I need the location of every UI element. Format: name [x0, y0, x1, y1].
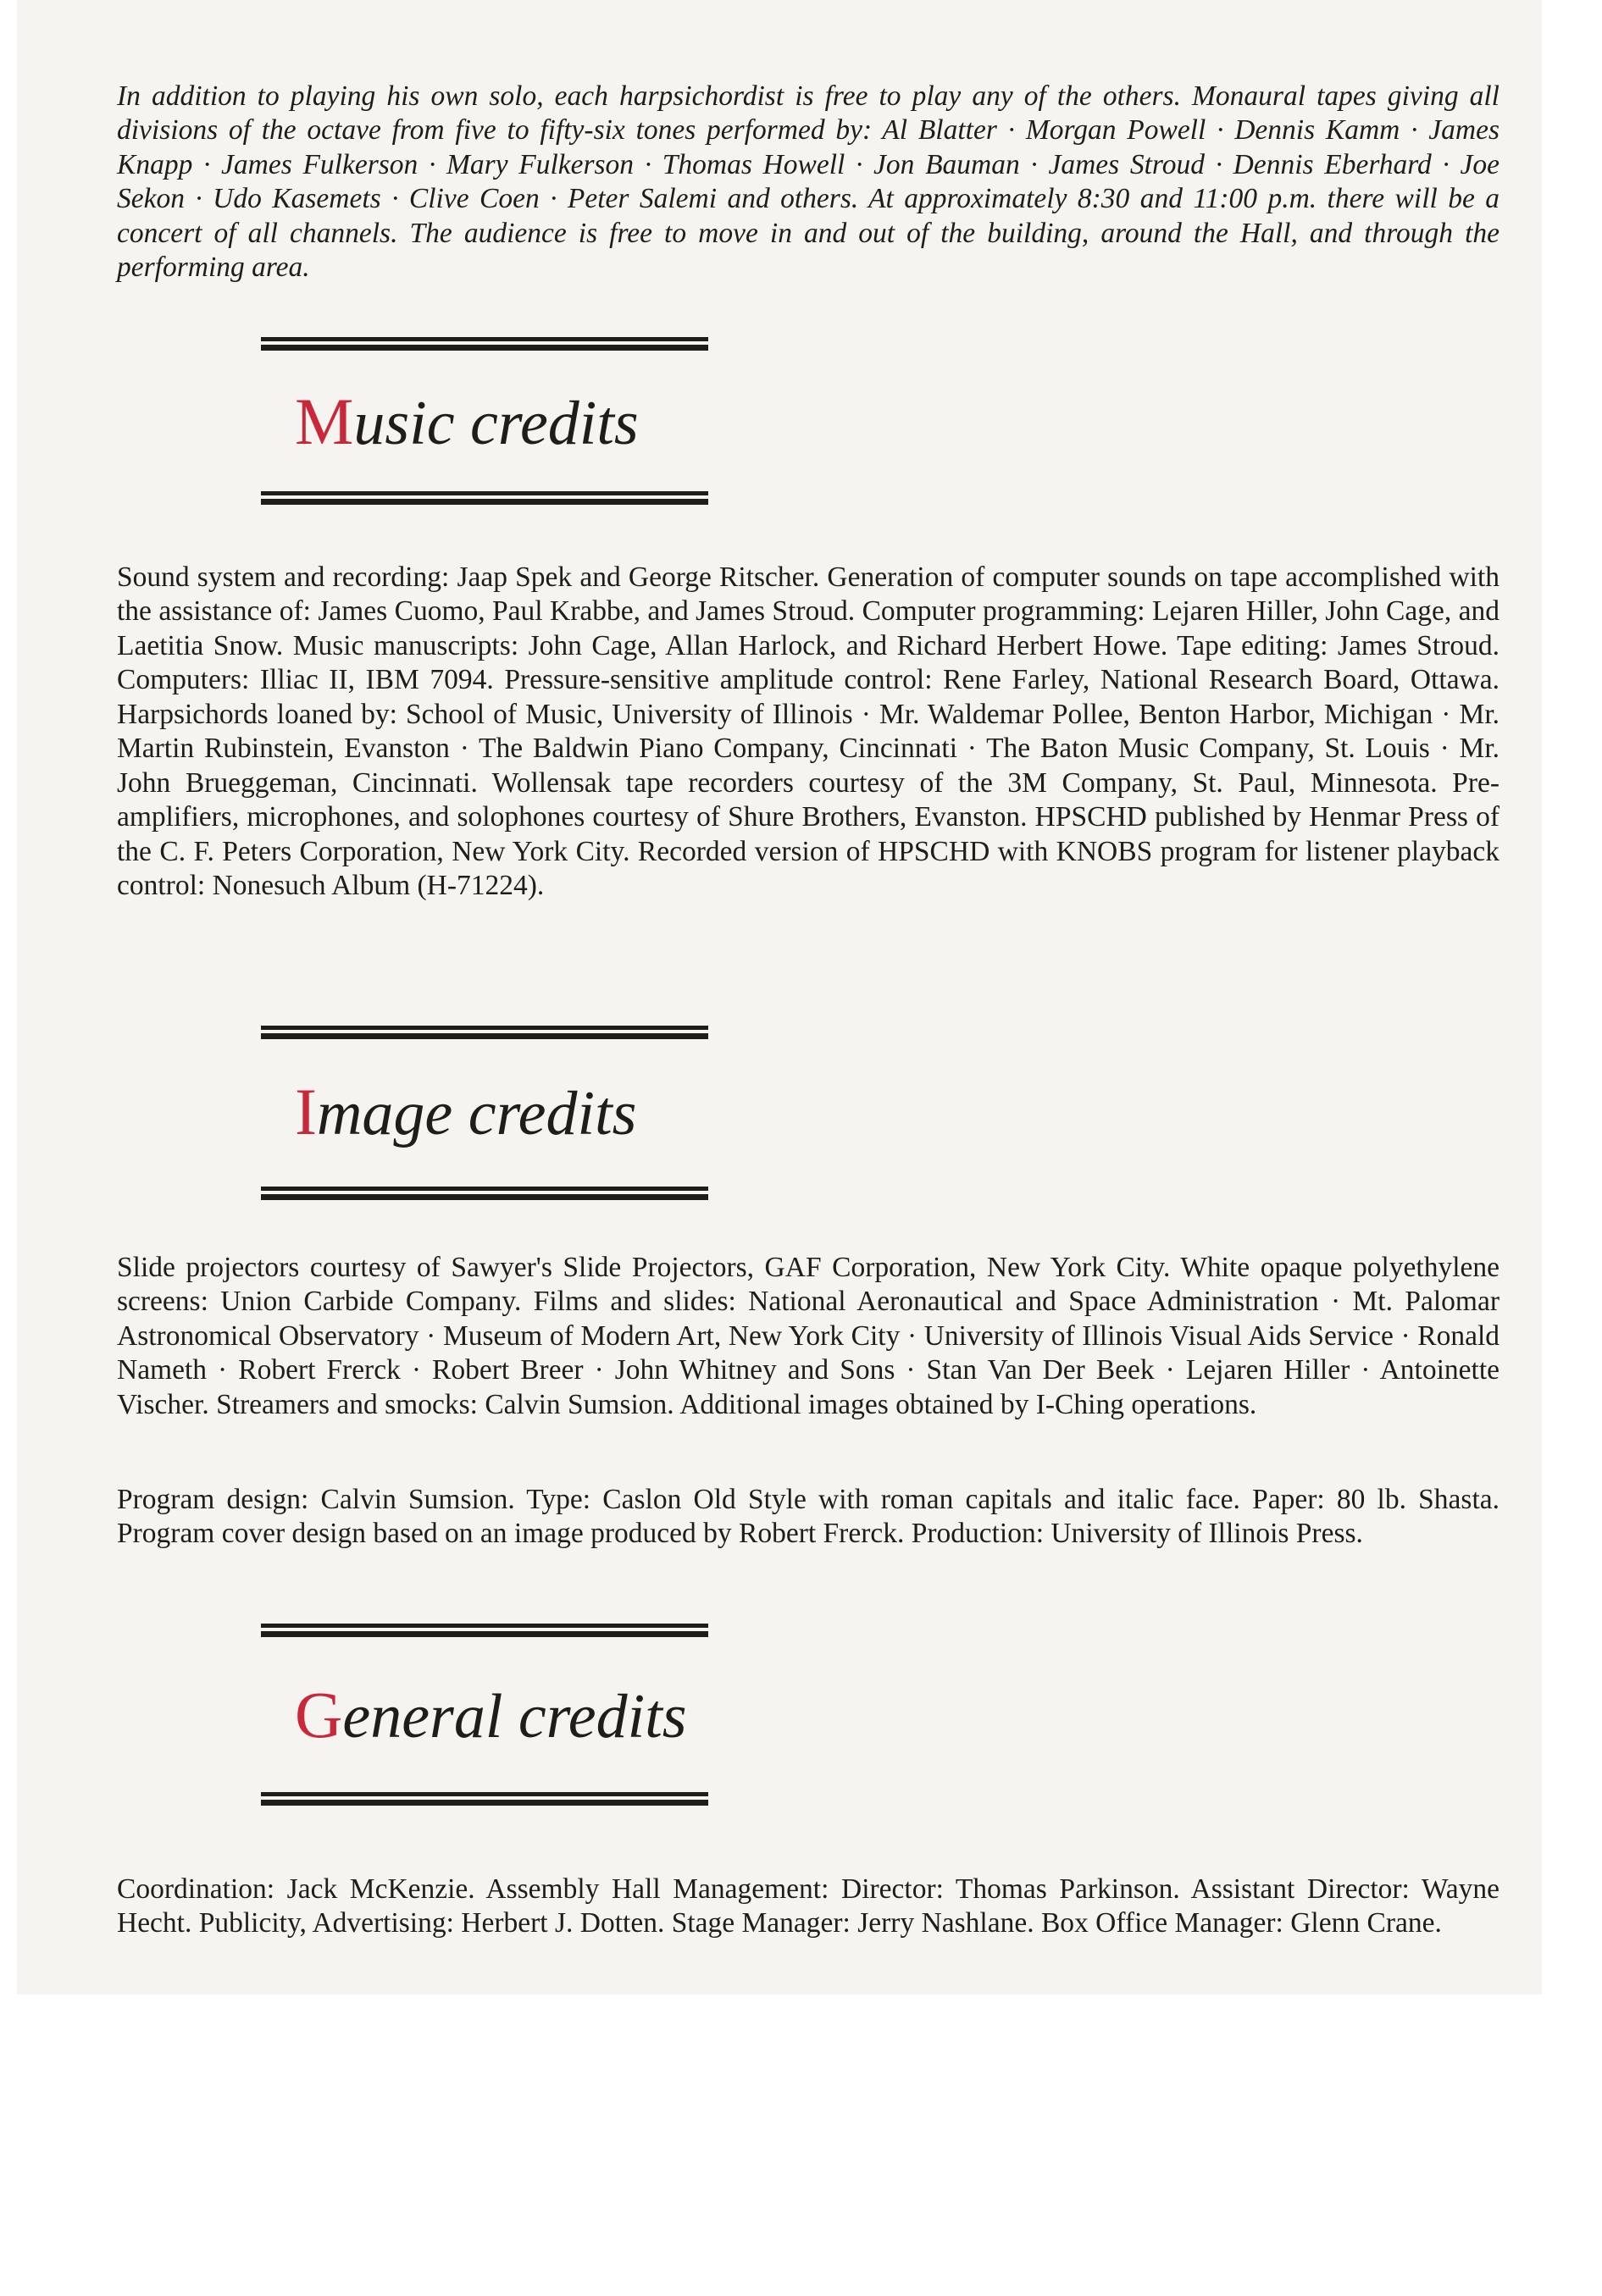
heading-rule-bottom — [261, 491, 708, 505]
music-credits-paragraph: Sound system and recording: Jaap Spek and George Ritscher. Generation of computer sounds on tape accomplished with the assistance of: James Cuomo, Paul Krabbe, and James Stroud. Computer programming: Lejaren Hiller, John Cage, and Laetitia Snow. Music manuscripts: John Cage, Allan Harlock, and Richard Herbert Howe. Tape editing: James Stroud. Computers: Illiac II, IBM 7094. Pressure-sensitive amplitude control: Rene Farley, National Research Board, Ottawa. Harpsichords loaned by: School of Music, University of Illinois · Mr. Waldemar Pollee, Benton Harbor, Michigan · Mr. Martin Rubinstein, Evanston · The Baldwin Piano Company, Cincinnati · The Baton Music Company, St. Louis · Mr. John Brueggeman, Cincinnati. Wollensak tape recorders courtesy of the 3M Company, St. Paul, Minnesota. Pre-amplifiers, microphones, and solophones courtesy of Shure Brothers, Evanston. HPSCHD published by Henmar Press of the C. F. Peters Corporation, New York City. Recorded version of HPSCHD with KNOBS program for listener playback control: Nonesuch Album (H-71224). — [117, 561, 1499, 901]
program-page — [17, 0, 1542, 1994]
music-credits-title-rest: usic credits — [353, 389, 639, 458]
image-credits-title-rest: mage credits — [316, 1079, 637, 1148]
image-credits-paragraph: Slide projectors courtesy of Sawyer's Slide Projectors, GAF Corporation, New York City. White opaque polyethylene screens: Union Carbide Company. Films and slides: National Aeronautical and Space Administration · Mt. Palomar Astronomical Observatory · Museum of Modern Art, New York City · University of Illinois Visual Aids Service · Ronald Nameth · Robert Frerck · Robert Breer · John Whitney and Sons · Stan Van Der Beek · Lejaren Hiller · Antoinette Vischer. Streamers and smocks: Calvin Sumsion. Additional images obtained by I-Ching operations. — [117, 1251, 1499, 1420]
program-design-paragraph: Program design: Calvin Sumsion. Type: Caslon Old Style with roman capitals and italic face. Paper: 80 lb. Shasta. Program cover design based on an image produced by Robert Frerck. Production: University of Illinois Press. — [117, 1483, 1499, 1549]
general-credits-initial: G — [295, 1678, 343, 1751]
music-credits-initial: M — [295, 385, 354, 458]
heading-rule-top — [261, 1026, 708, 1039]
general-credits-title-rest: eneral credits — [342, 1682, 687, 1751]
intro-paragraph: In addition to playing his own solo, each harpsichordist is free to play any of the others. Monaural tapes giving all divisions of the octave from five to fifty-six tones performed by: Al Blatter · Morgan Powell · Dennis Kamm · James Knapp · James Fulkerson · Mary Fulkerson · Thomas Howell · Jon Bauman · James Stroud · Dennis Eberhard · Joe Sekon · Udo Kasemets · Clive Coen · Peter Salemi and others. At approximately 8:30 and 11:00 p.m. there will be a concert of all channels. The audience is free to move in and out of the building, around the Hall, and through the performing area. — [117, 80, 1499, 283]
music-credits-title — [295, 385, 639, 458]
general-credits-paragraph: Coordination: Jack McKenzie. Assembly Hall Management: Director: Thomas Parkinson. Assistant Director: Wayne Hecht. Publicity, Advertising: Herbert J. Dotten. Stage Manager: Jerry Nashlane. Box Office Manager: Glenn Crane. — [117, 1873, 1499, 1939]
heading-rule-bottom — [261, 1792, 708, 1806]
heading-rule-top — [261, 337, 708, 351]
image-credits-title — [295, 1075, 637, 1148]
image-credits-initial: I — [295, 1075, 317, 1148]
heading-rule-bottom — [261, 1187, 708, 1200]
heading-rule-top — [261, 1624, 708, 1637]
image-credits-heading — [261, 1026, 708, 1200]
general-credits-title — [295, 1678, 687, 1751]
general-credits-heading — [261, 1624, 708, 1806]
music-credits-heading — [261, 337, 708, 505]
